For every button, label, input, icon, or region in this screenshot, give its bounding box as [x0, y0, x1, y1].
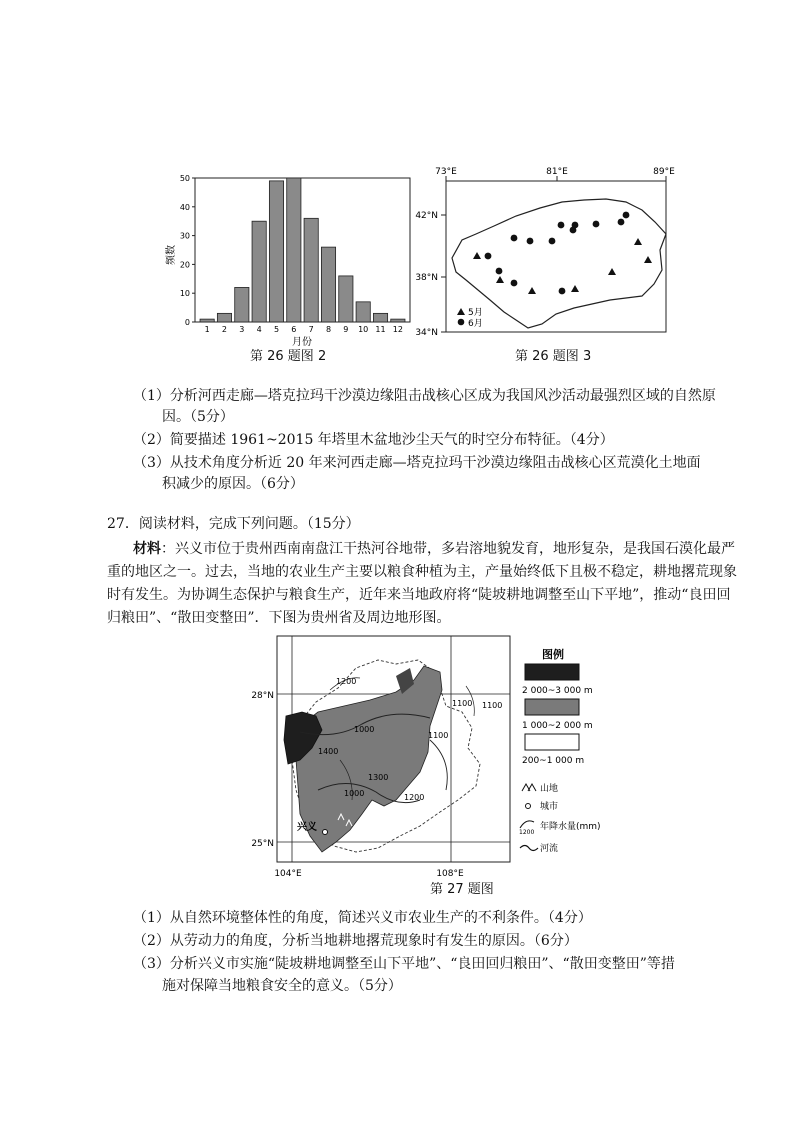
may-dust-point [571, 285, 579, 292]
isoline-label-1: 1200 [336, 677, 357, 686]
bar-month-10 [356, 302, 370, 322]
june-dust-point [485, 253, 492, 260]
x-tick-label: 10 [358, 325, 369, 334]
legend-may-label: 5月 [468, 308, 483, 318]
legend-isoline-icon [520, 821, 534, 828]
x-tick-label: 9 [343, 325, 349, 334]
x-tick-label: 5 [273, 325, 280, 334]
y-tick-label: 40 [179, 202, 190, 212]
legend-swatch-low [525, 734, 579, 750]
june-dust-point [511, 280, 518, 287]
q26-3-line2: 积减少的原因。（6分） [162, 476, 304, 492]
q27-1: （1）从自然环境整体性的角度，简述兴义市农业生产的不利条件。（4分） [133, 910, 592, 926]
fig3-lon-81: 81°E [546, 167, 568, 177]
june-dust-point [572, 222, 579, 229]
may-dust-point [644, 256, 652, 263]
q27-3-line2: 施对保障当地粮食安全的意义。（5分） [162, 978, 402, 994]
june-dust-point [558, 222, 565, 229]
fig2-plot-frame [195, 178, 410, 322]
fig2-y-axis [180, 174, 195, 327]
x-tick-label: 2 [221, 325, 228, 334]
x-tick-label: 8 [325, 325, 332, 334]
bar-month-8 [321, 247, 335, 322]
y-tick-label: 10 [179, 289, 190, 299]
bar-month-11 [373, 313, 387, 322]
fig2-ylabel: 频数 [166, 245, 177, 265]
legend-swatch-high [525, 664, 579, 680]
isoline-label-9: 1200 [404, 793, 425, 802]
bar-month-7 [304, 218, 318, 322]
fig3-lat-38: 38°N [415, 273, 438, 283]
bar-month-5 [269, 181, 283, 322]
bar-month-9 [339, 276, 353, 322]
legend-title: 图例 [542, 648, 564, 661]
legend-june-label: 6月 [468, 319, 483, 329]
lon-104-label: 104°E [274, 869, 302, 879]
y-tick-label: 20 [179, 260, 190, 270]
legend-mountain-icon [522, 784, 536, 791]
june-dust-point [618, 219, 625, 226]
legend-city-icon [526, 804, 531, 809]
q26-3-line1: （3）从技术角度分析近 20 年来河西走廊—塔克拉玛干沙漠边缘阻击战核心区荒漠化土地面 [133, 455, 701, 471]
q26-2: （2）简要描述 1961~2015 年塔里木盆地沙尘天气的时空分布特征。（4分） [133, 432, 614, 448]
y-tick-label: 0 [184, 318, 190, 327]
legend-river-label: 河流 [540, 844, 559, 854]
x-tick-label: 7 [308, 325, 314, 334]
q27-3-line1: （3）分析兴义市实施“陡坡耕地调整至山下平地”、“良田回归粮田”、“散田变整田”等措 [133, 956, 675, 972]
bar-month-12 [391, 319, 405, 322]
lon-108-label: 108°E [436, 869, 464, 879]
city-xingyi-dot [323, 830, 328, 835]
q27-material-label: 材料 [133, 541, 161, 557]
may-dust-point [496, 276, 504, 283]
fig2-bar-chart [160, 165, 420, 350]
x-tick-label: 4 [256, 325, 262, 334]
isoline-label-6: 1100 [482, 701, 503, 710]
isoline-label-7: 1400 [318, 747, 339, 756]
legend-high-label: 2 000~3 000 m [522, 686, 593, 696]
lat-25-label: 25°N [251, 839, 274, 849]
q26-1-line2: 因。（5分） [162, 409, 234, 425]
bar-month-3 [235, 287, 249, 322]
legend-isoline-label: 年降水量(mm) [540, 822, 601, 832]
fig27-caption: 第 27 题图 [430, 882, 494, 897]
may-dust-point [608, 268, 616, 275]
bar-month-2 [217, 313, 231, 322]
x-tick-label: 3 [239, 325, 245, 334]
q27-2: （2）从劳动力的角度，分析当地耕地撂荒现象时有发生的原因。（6分） [133, 933, 578, 949]
fig3-caption: 第 26 题图 3 [515, 349, 592, 364]
isoline-label-5: 1100 [428, 731, 449, 740]
legend-mountain-label: 山地 [540, 784, 559, 794]
fig3-map [415, 160, 690, 345]
x-tick-label: 11 [375, 325, 386, 334]
x-tick-label: 6 [291, 325, 297, 334]
bar-month-1 [200, 319, 214, 322]
fig3-lat-42: 42°N [415, 211, 438, 221]
june-dust-point [549, 238, 556, 245]
isoline-label-3: 1000 [354, 725, 375, 734]
bar-month-4 [252, 221, 266, 322]
legend-isoline-sample: 1200 [519, 829, 535, 836]
legend-low-label: 200~1 000 m [522, 756, 585, 766]
q27-heading: 27．阅读材料，完成下列问题。（15分） [107, 516, 360, 532]
june-dust-point [511, 235, 518, 242]
tarim-basin-outline [452, 199, 666, 328]
legend-may-triangle [457, 308, 465, 315]
fig3-lat-34: 34°N [415, 328, 438, 338]
legend-swatch-mid [525, 699, 579, 715]
may-dust-point [634, 238, 642, 245]
y-tick-label: 30 [179, 231, 190, 241]
bar-month-6 [287, 178, 301, 322]
fig27-map [240, 630, 610, 900]
june-dust-point [623, 212, 630, 219]
may-dust-point [528, 287, 536, 294]
legend-mid-label: 1 000~2 000 m [522, 721, 593, 731]
q27-material [107, 538, 739, 630]
x-tick-label: 1 [204, 325, 210, 334]
x-tick-label: 12 [392, 325, 403, 334]
isoline-label-8: 1000 [344, 789, 365, 798]
lat-28-label: 28°N [251, 691, 274, 701]
june-dust-point [527, 238, 534, 245]
legend-river-icon [520, 846, 538, 851]
q27-material-text: ：兴义市位于贵州西南南盘江干热河谷地带，多岩溶地貌发育，地形复杂，是我国石漠化最严重的地区之一。过去，当地的农业生产主要以粮食种植为主，产量始终低下且极不稳定，耕地撂荒现象时有发生。为协调生态保护与粮食生产，近年来当地政府将“陡坡耕地调整至山下平地”，推动“良田回归粮田”、“散田变整田”．下图为贵州省及周边地形图。 [107, 541, 737, 626]
june-dust-point [559, 288, 566, 295]
fig2-xlabel: 月份 [292, 337, 312, 348]
y-tick-label: 50 [179, 174, 190, 183]
isoline-label-4: 1300 [368, 773, 389, 782]
fig3-lon-73: 73°E [435, 167, 457, 177]
q26-1-line1: （1）分析河西走廊—塔克拉玛干沙漠边缘阻击战核心区成为我国风沙活动最强烈区域的自然原 [133, 388, 716, 404]
fig2-x-axis [205, 325, 403, 334]
fig2-bars [200, 178, 405, 322]
legend-city-label: 城市 [540, 802, 559, 812]
may-dust-point [473, 252, 481, 259]
june-dust-point [496, 268, 503, 275]
fig3-points [473, 212, 652, 295]
legend-june-dot [458, 319, 465, 326]
fig2-caption: 第 26 题图 2 [250, 349, 327, 364]
fig3-lon-89: 89°E [653, 167, 675, 177]
june-dust-point [593, 221, 600, 228]
isoline-label-2: 1100 [452, 699, 473, 708]
city-xingyi-label: 兴义 [297, 822, 317, 833]
